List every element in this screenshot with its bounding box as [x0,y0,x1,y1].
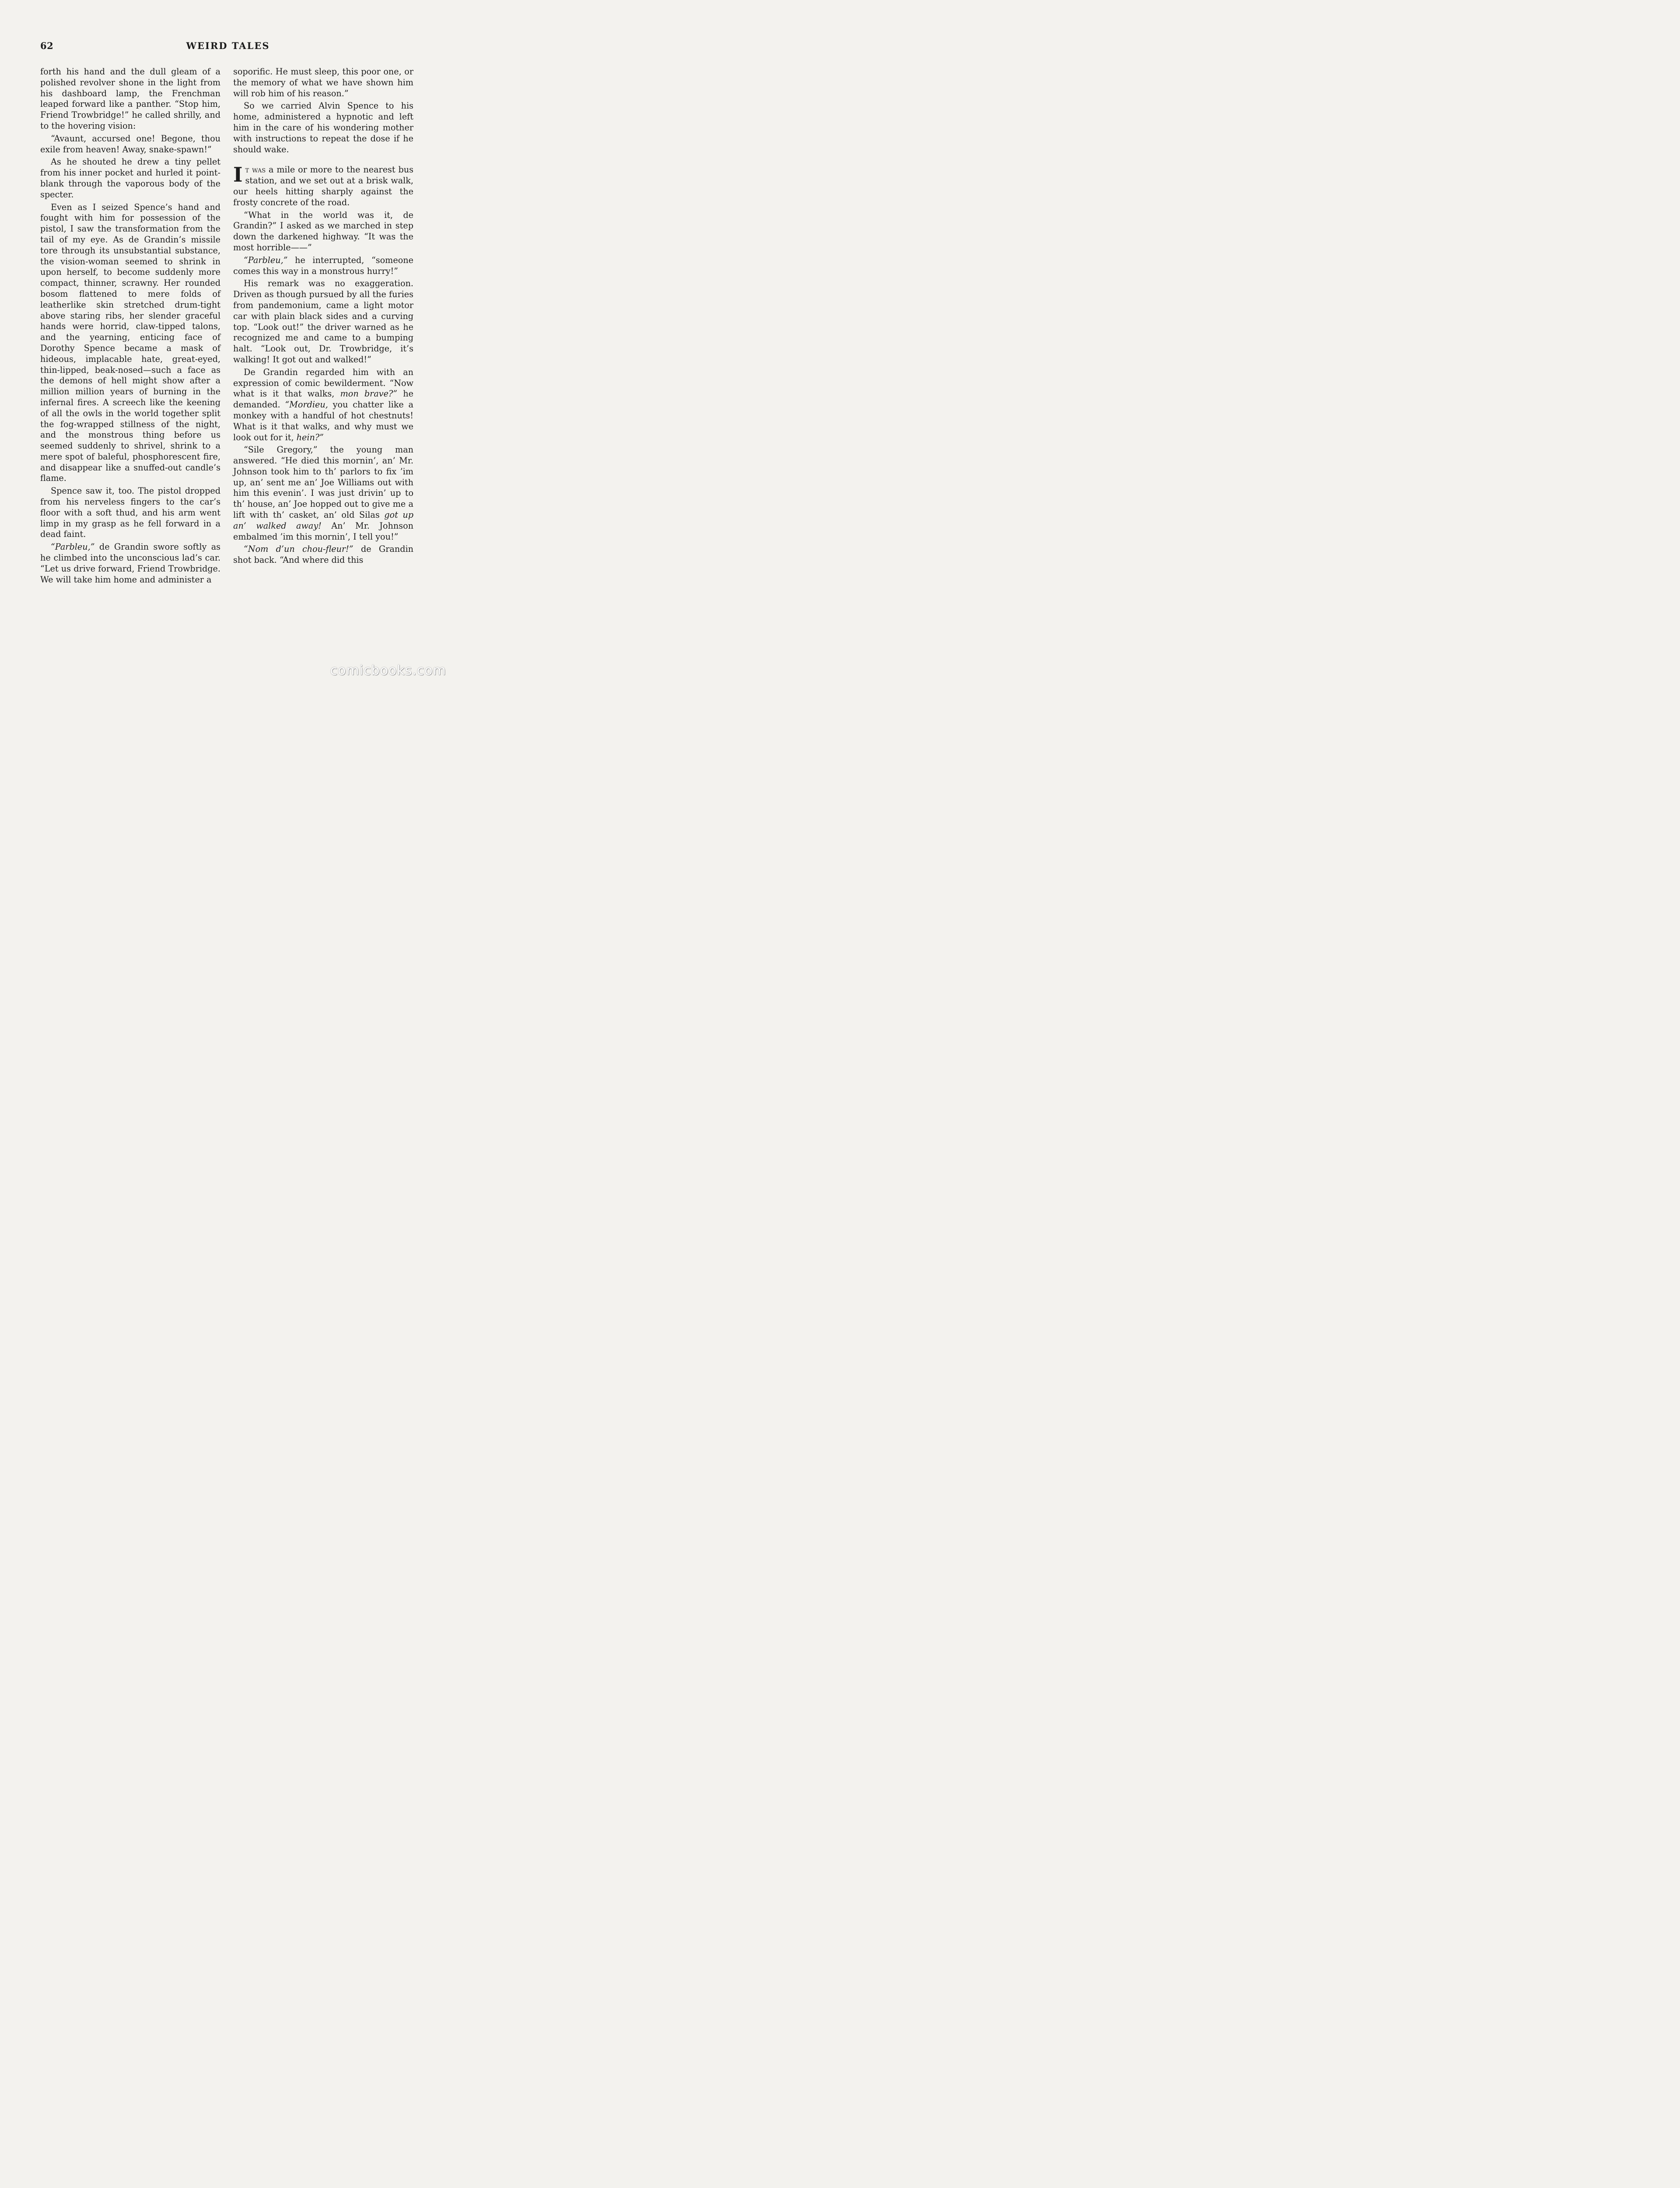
running-head: WEIRD TALES [186,40,270,51]
paragraph-text: De Grandin regarded him with an expression of comic bewilderment. “Now what is it that walks, [233,367,413,399]
paragraph [40,542,220,585]
paragraph: So we carried Alvin Spence to his home, administered a hypnotic and left him in the care of his wondering mother with instructions to repeat the dose if he should wake. [233,101,413,154]
italic-exclamation: “Parbleu,” [244,255,288,265]
paragraph-text: de Grandin swore softly as he climbed into the unconscious lad’s car. “Let us drive forward, Friend Trowbridge. We will take him home and administer a [40,542,220,585]
paragraph: forth his hand and the dull gleam of a polished revolver shone in the light from his dashboard lamp, the Frenchman leaped forward like a panther. “Stop him, Friend Trowbridge!” he called shrilly, and to the hovering vision: [40,67,220,131]
paragraph: “What in the world was it, de Grandin?” I asked as we marched in step down the darkened highway. “It was the most horrible——” [233,210,413,252]
paragraph-text: de Grandin shot back. “And where did this [233,544,413,565]
paragraph-text: a mile or more to the nearest bus station, and we set out at a brisk walk, our heels hitting sharply against the frosty concrete of the road. [233,165,414,207]
paragraph-text: you chatter like a monkey with a handful of hot chestnuts! What is it that walks, and why must we look out for it, [233,400,413,442]
page-number: 62 [40,40,54,51]
italic-phrase: mon brave?” [340,389,398,399]
small-caps-lead: t was [245,165,266,175]
italic-phrase: “Mordieu, [285,400,328,410]
italic-exclamation: “Nom d’un chou-fleur!” [244,544,354,554]
right-column [233,67,413,568]
page-header [40,40,416,54]
paragraph [233,544,413,566]
paragraph: As he shouted he drew a tiny pellet from his inner pocket and hurled it point-blank through the vaporous body of the specter. [40,157,220,200]
paragraph-text: An’ Mr. Johnson embalmed ’im this mornin’, I tell you!” [233,520,413,542]
section-opening-paragraph [233,165,413,208]
paragraph: Even as I seized Spence’s hand and fought with him for possession of the pistol, I saw the transformation from the tail of my eye. As de Grandin’s missile tore through its unsubstantial substance, the vision-woman seemed to shrink in upon herself, to become suddenly more compact, thinner, scrawny. Her rounded bosom flattened to mere folds of leatherlike skin stretched drum-tight above staring ribs, her slender graceful hands were horrid, claw-tipped talons, and the yearning, enticing face of Dorothy Spence became a mask of hideous, implacable hate, great-eyed, thin-lipped, beak-nosed—such a face as the demons of hell might show after a million million years of burning in the infernal fires. A screech like the keening of all the owls in the world together split the fog-wrapped stillness of the night, and the monstrous thing before us seemed suddenly to shrivel, shrink to a mere spot of baleful, phosphorescent fire, and disappear like a snuffed-out candle’s flame. [40,202,220,484]
paragraph: Spence saw it, too. The pistol dropped from his nerveless fingers to the car’s floor with a soft thud, and his arm went limp in my grasp as he fell forward in a dead faint. [40,486,220,540]
watermark: comicbooks.com [330,663,446,678]
paragraph-text: he interrupted, “someone comes this way in a monstrous hurry!” [233,255,413,276]
paragraph: “Avaunt, accursed one! Begone, thou exile from heaven! Away, snake-spawn!” [40,133,220,154]
paragraph [233,445,413,542]
paragraph: His remark was no exaggeration. Driven as though pursued by all the furies from pandemonium, came a light motor car with plain black sides and a curving top. “Look out!” the driver warned as he recognized me and came to a bumping halt. “Look out, Dr. Trowbridge, it’s walking! It got out and walked!” [233,278,413,365]
drop-cap: I [233,163,243,187]
paragraph-text: “Sile Gregory,” the young man answered. “He died this mornin’, an’ Mr. Johnson took him to th’ parlors to fix ’im up, an’ sent me an’ Joe Williams out with him this evenin’. I was just drivin’ up to th’ house, an’ Joe hopped out to give me a lift with th’ casket, an’ old Silas [233,445,413,520]
paragraph [233,255,413,277]
left-column [40,67,220,587]
paragraph-text: he demanded. [233,389,413,410]
italic-phrase: got up an’ walked away! [233,510,413,531]
magazine-page [0,0,456,686]
italic-exclamation: “Parbleu,” [51,542,95,552]
paragraph: soporific. He must sleep, this poor one, or the memory of what we have shown him will rob him of his reason.” [233,67,413,98]
paragraph [233,367,413,443]
italic-phrase: hein?” [296,432,324,442]
